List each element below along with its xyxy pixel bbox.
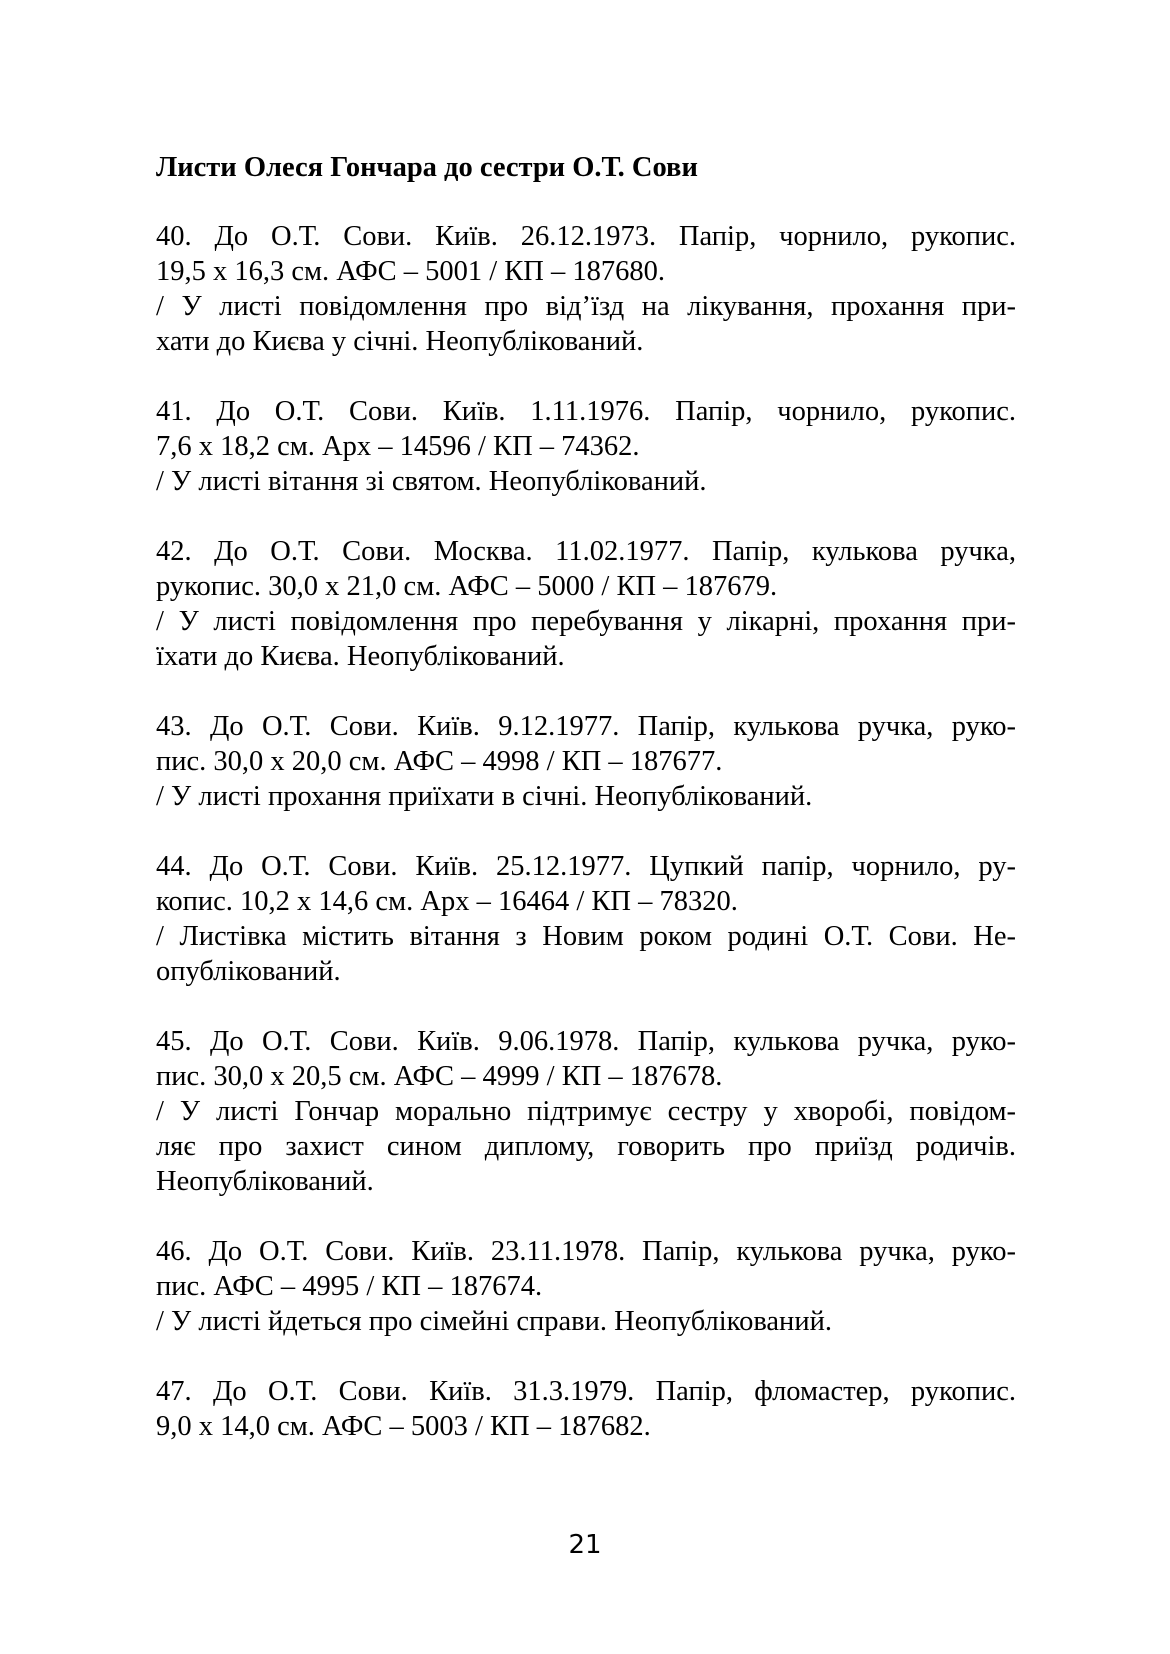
entry-line: їхати до Києва. Неопублікований. [156, 641, 565, 672]
catalog-entry [156, 709, 1016, 814]
catalog-entry [156, 1234, 1016, 1339]
entry-line: 45. До О.Т. Сови. Київ. 9.06.1978. Папір, кулькова ручка, руко- [156, 1026, 1016, 1057]
entry-line: / У листі прохання приїхати в січні. Неопублікований. [156, 781, 813, 812]
entry-line: ляє про захист сином диплому, говорить про приїзд родичів. [156, 1131, 1016, 1162]
entry-line: пис. 30,0 х 20,0 см. АФС – 4998 / КП – 187677. [156, 746, 723, 777]
entry-line: пис. 30,0 х 20,5 см. АФС – 4999 / КП – 187678. [156, 1061, 723, 1092]
entry-line: / У листі повідомлення про від’їзд на лікування, прохання при- [156, 291, 1016, 322]
entry-line: 42. До О.Т. Сови. Москва. 11.02.1977. Папір, кулькова ручка, [156, 536, 1016, 567]
entry-line: 9,0 х 14,0 см. АФС – 5003 / КП – 187682. [156, 1411, 651, 1442]
entry-line: 40. До О.Т. Сови. Київ. 26.12.1973. Папір, чорнило, рукопис. [156, 221, 1016, 252]
entry-line: рукопис. 30,0 х 21,0 см. АФС – 5000 / КП – 187679. [156, 571, 778, 602]
page-number: 21 [568, 1530, 602, 1560]
entry-list [156, 219, 1016, 1444]
entry-line: 19,5 х 16,3 см. АФС – 5001 / КП – 187680. [156, 256, 666, 287]
entry-line: / У листі Гончар морально підтримує сестру у хворобі, повідом- [156, 1096, 1016, 1127]
catalog-entry [156, 1374, 1016, 1444]
entry-line: пис. АФС – 4995 / КП – 187674. [156, 1271, 543, 1302]
entry-line: 47. До О.Т. Сови. Київ. 31.3.1979. Папір, фломастер, рукопис. [156, 1376, 1016, 1407]
catalog-entry [156, 219, 1016, 359]
entry-line: / У листі вітання зі святом. Неопублікований. [156, 466, 707, 497]
entry-line: копис. 10,2 х 14,6 см. Арх – 16464 / КП – 78320. [156, 886, 738, 917]
entry-line: / Листівка містить вітання з Новим роком родині О.Т. Сови. Не- [156, 921, 1016, 952]
document-page [156, 150, 1016, 1479]
entry-line: 41. До О.Т. Сови. Київ. 1.11.1976. Папір, чорнило, рукопис. [156, 396, 1016, 427]
entry-line: 43. До О.Т. Сови. Київ. 9.12.1977. Папір, кулькова ручка, руко- [156, 711, 1016, 742]
catalog-entry [156, 534, 1016, 674]
entry-line: 44. До О.Т. Сови. Київ. 25.12.1977. Цупкий папір, чорнило, ру- [156, 851, 1016, 882]
catalog-entry [156, 394, 1016, 499]
section-heading: Листи Олеся Гончара до сестри О.Т. Сови [156, 152, 698, 183]
entry-line: 7,6 х 18,2 см. Арх – 14596 / КП – 74362. [156, 431, 640, 462]
entry-line: / У листі повідомлення про перебування у лікарні, прохання при- [156, 606, 1016, 637]
entry-line: Неопублікований. [156, 1166, 374, 1197]
catalog-entry [156, 849, 1016, 989]
entry-line: опублікований. [156, 956, 341, 987]
entry-line: 46. До О.Т. Сови. Київ. 23.11.1978. Папір, кулькова ручка, руко- [156, 1236, 1016, 1267]
entry-line: / У листі йдеться про сімейні справи. Неопублікований. [156, 1306, 832, 1337]
entry-line: хати до Києва у січні. Неопублікований. [156, 326, 644, 357]
catalog-entry [156, 1024, 1016, 1199]
